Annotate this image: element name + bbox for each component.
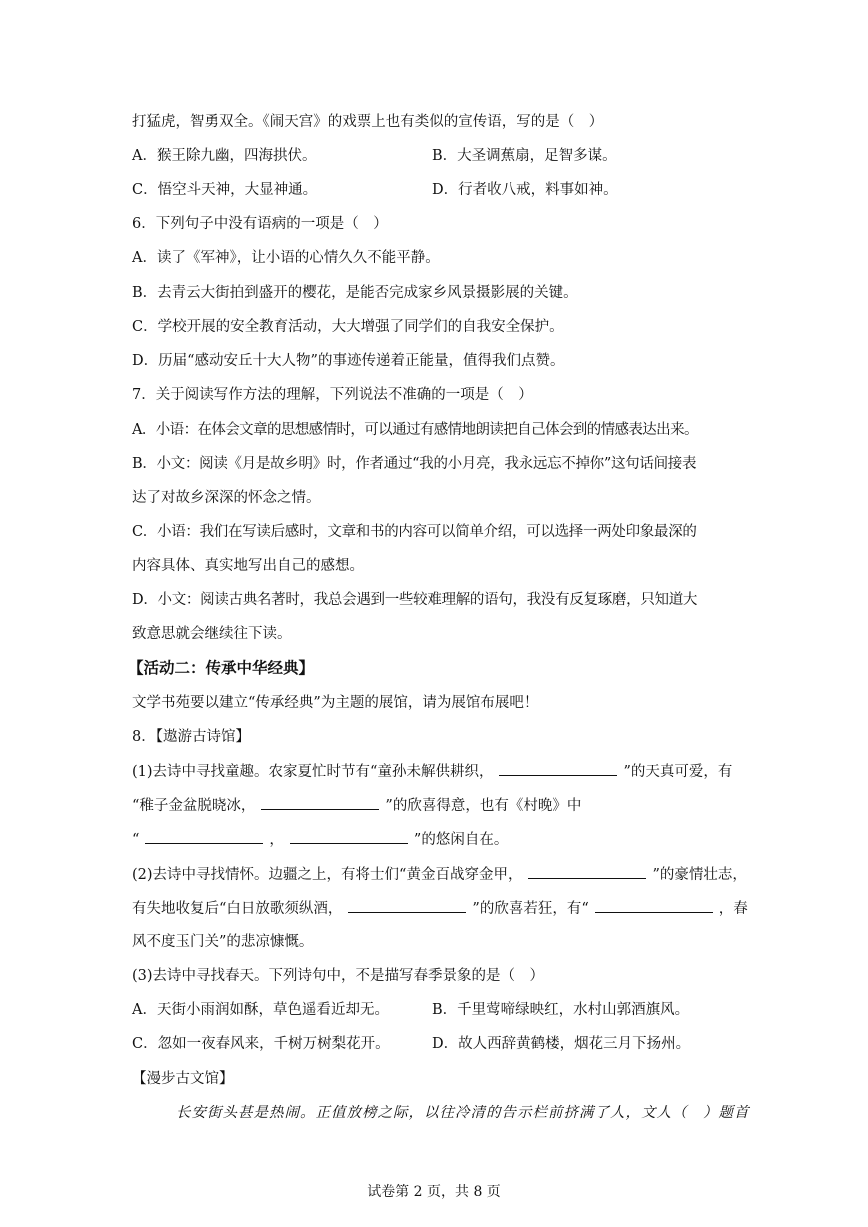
q8-title: 8．【遨游古诗馆】 — [132, 729, 250, 745]
q7-option-a: A．小语：在体会文章的思想感情时，可以通过有感情地朗读把自己体会到的情感表达出来。 — [132, 422, 698, 438]
q8-part1-comma: ， — [269, 832, 284, 848]
activity-intro: 文学书苑要以建立“传承经典”为主题的展馆，请为展馆布展吧！ — [132, 695, 539, 711]
q8-part2-text-e: ，春 — [718, 901, 748, 917]
q5-option-c: C．悟空斗天神，大显神通。 — [132, 182, 318, 198]
q6-option-b: B．去青云大街拍到盛开的樱花，是能否完成家乡风景摄影展的关键。 — [132, 285, 578, 301]
q8-part2-line1 — [132, 864, 747, 884]
fill-blank[interactable] — [499, 761, 617, 776]
q8-options-row1 — [132, 1000, 742, 1020]
q8-part3-stem: (3)去诗中寻找春天。下列诗句中，不是描写春季景象的是（ ） — [132, 968, 545, 984]
q5-stem-tail: 打猛虎，智勇双全。《闹天宫》的戏票上也有类似的宣传语，写的是（ ） — [132, 114, 604, 130]
q6-stem: 6．下列句子中没有语病的一项是（ ） — [132, 216, 388, 232]
q8-part1-line1 — [132, 761, 742, 781]
q8-part1-text-d: ”的欣喜得意，也有《村晚》中 — [385, 798, 582, 814]
q6-option-a: A．读了《军神》，让小语的心情久久不能平静。 — [132, 250, 440, 266]
q8-part2-line2 — [132, 898, 748, 918]
q7-option-b-line1: B．小文：阅读《月是故乡明》时，作者通过“我的小月亮，我永远忘不掉你”这句话间接表 — [132, 456, 697, 472]
q6-option-c: C．学校开展的安全教育活动，大大增强了同学们的自我安全保护。 — [132, 319, 564, 335]
q9-title: 【漫步古文馆】 — [132, 1071, 234, 1087]
q8-options-row2 — [132, 1034, 742, 1054]
q5-option-d: D．行者收八戒，料事如神。 — [432, 182, 618, 198]
q8-part1-quote-open: “ — [132, 832, 140, 848]
q8-part1-text-e: ”的悠闲自在。 — [413, 832, 509, 848]
q8-option-c: C．忽如一夜春风来，千树万树梨花开。 — [132, 1036, 390, 1052]
q7-option-c-line2: 内容具体、真实地写出自己的感想。 — [132, 558, 364, 574]
q8-option-b: B．千里莺啼绿映红，水村山郭酒旗风。 — [432, 1002, 690, 1018]
q7-stem: 7．关于阅读写作方法的理解，下列说法不准确的一项是（ ） — [132, 387, 533, 403]
q8-part2-text-b: ”的豪情壮志， — [652, 867, 747, 883]
q8-part1-line2 — [132, 795, 742, 815]
q8-part2-text-a: (2)去诗中寻找情怀。边疆之上，有将士们“黄金百战穿金甲， — [132, 867, 523, 883]
fill-blank[interactable] — [595, 898, 713, 913]
fill-blank[interactable] — [348, 898, 466, 913]
q7-option-b-line2: 达了对故乡深深的怀念之情。 — [132, 490, 321, 506]
q8-option-a: A．天街小雨润如酥，草色遥看近却无。 — [132, 1002, 389, 1018]
fill-blank[interactable] — [145, 829, 263, 844]
q6-option-d: D．历届“感动安丘十大人物”的事迹传递着正能量，值得我们点赞。 — [132, 353, 565, 369]
fill-blank[interactable] — [261, 795, 379, 810]
q8-part1-text-b: ”的天真可爱，有 — [623, 764, 733, 780]
q5-option-b: B．大圣调蕉扇，足智多谋。 — [432, 148, 617, 164]
q7-option-c-line1: C．小语：我们在写读后感时，文章和书的内容可以简单介绍，可以选择一两处印象最深的 — [132, 524, 697, 540]
q8-part1-text-c: “稚子金盆脱晓冰， — [132, 798, 256, 814]
q8-part2-line3: 风不度玉门关”的悲凉慷慨。 — [132, 934, 314, 950]
q7-option-d-line1: D．小文：阅读古典名著时，我总会遇到一些较难理解的语句，我没有反复琢磨，只知道大 — [132, 592, 698, 608]
q8-part1-line3 — [132, 829, 742, 849]
passage-first-line: 长安街头甚是热闹。正值放榜之际，以往冷清的告示栏前挤满了人，文人（ ）题首 — [176, 1105, 750, 1121]
q5-options-row2 — [132, 180, 742, 200]
q5-options-row1 — [132, 146, 742, 166]
q8-part1-text-a: (1)去诗中寻找童趣。农家夏忙时节有“童孙未解供耕织， — [132, 764, 494, 780]
q5-option-a: A．猴王除九幽，四海拱伏。 — [132, 148, 317, 164]
fill-blank[interactable] — [290, 829, 408, 844]
section-heading-activity-two: 【活动二：传承中华经典】 — [128, 658, 315, 677]
q8-option-d: D．故人西辞黄鹤楼，烟花三月下扬州。 — [432, 1036, 691, 1052]
page-footer: 试卷第 2 页，共 8 页 — [367, 1184, 501, 1200]
q8-part2-text-d: ”的欣喜若狂，有“ — [472, 901, 589, 917]
q8-part2-text-c: 有失地收复后“白日放歌须纵酒， — [132, 901, 343, 917]
q7-option-d-line2: 致意思就会继续往下读。 — [132, 626, 292, 642]
fill-blank[interactable] — [528, 864, 646, 879]
